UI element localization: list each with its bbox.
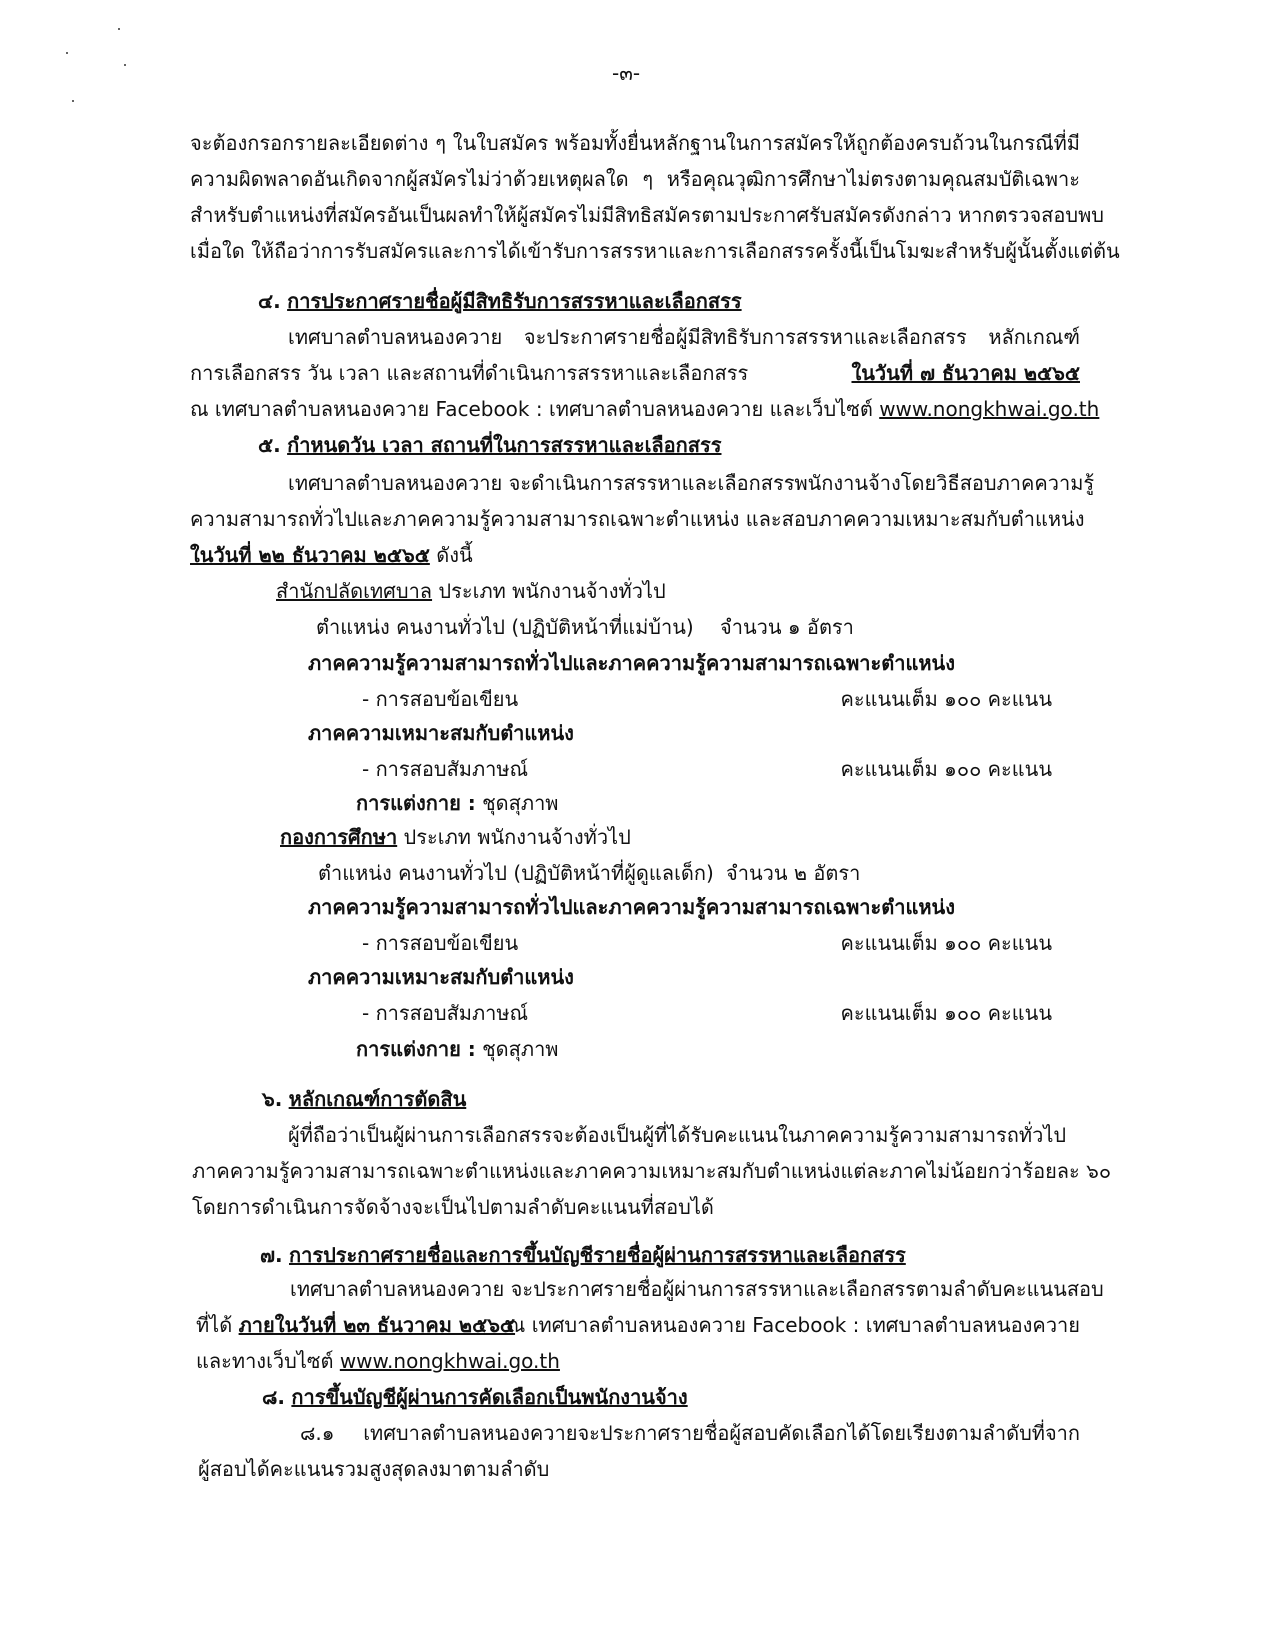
unit-2-written-score: คะแนนเต็ม ๑๐๐ คะแนน [840, 931, 1052, 955]
unit-1-dress-value: ชุดสุภาพ [482, 791, 559, 815]
section-8-line-1 [300, 1418, 1080, 1448]
unit-1-position: ตำแหน่ง คนงานทั่วไป (ปฏิบัติหน้าที่แม่บ้าน) [316, 615, 694, 639]
unit-2-type: ประเภท พนักงานจ้างทั่วไป [403, 825, 631, 849]
unit-1-name: สำนักปลัดเทศบาล [276, 579, 433, 603]
unit-1-part1-title: ภาคความรู้ความสามารถทั่วไปและภาคความรู้ความสามารถเฉพาะตำแหน่ง [308, 651, 955, 675]
section-8-title: การขึ้นบัญชีผู้ผ่านการคัดเลือกเป็นพนักงานจ้าง [291, 1385, 688, 1409]
unit-2-dress-label: การแต่งกาย : [356, 1037, 476, 1061]
section-4-line-2 [190, 358, 1080, 388]
scan-speck [124, 64, 126, 66]
unit-1-part2-row [362, 754, 1052, 784]
unit-2-position: ตำแหน่ง คนงานทั่วไป (ปฏิบัติหน้าที่ผู้ดูแลเด็ก) [318, 861, 714, 885]
unit-1-interview: - การสอบสัมภาษณ์ [362, 757, 529, 781]
unit-2-part2-title: ภาคความเหมาะสมกับตำแหน่ง [308, 965, 574, 989]
section-6-heading [262, 1084, 466, 1114]
unit-2-dress [356, 1034, 558, 1064]
section-5-number: ๕. [258, 433, 281, 457]
section-5-date: ในวันที่ ๒๒ ธันวาคม ๒๕๖๕ [190, 543, 430, 567]
unit-1-written-exam: - การสอบข้อเขียน [362, 687, 519, 711]
unit-2-dress-value: ชุดสุภาพ [482, 1037, 559, 1061]
scan-speck [66, 52, 68, 54]
section-4-heading [258, 286, 742, 316]
section-7-date: ภายในวันที่ ๒๓ ธันวาคม ๒๕๖๕ [238, 1313, 516, 1337]
section-4-title: การประกาศรายชื่อผู้มีสิทธิรับการสรรหาและเลือกสรร [287, 289, 742, 313]
section-7-line-2-post: ณ เทศบาลตำบลหนองควาย Facebook : เทศบาลตำบลหนองควาย [506, 1313, 1080, 1337]
section-8-heading [262, 1382, 688, 1412]
scan-speck [72, 100, 74, 102]
section-4-date: ในวันที่ ๗ ธันวาคม ๒๕๖๕ [851, 361, 1080, 385]
section-7-line-2 [196, 1310, 1080, 1340]
section-7-line-1: เทศบาลตำบลหนองควาย จะประกาศรายชื่อผู้ผ่านการสรรหาและเลือกสรรตามลำดับคะแนนสอบ [290, 1277, 1104, 1301]
unit-1-written-score: คะแนนเต็ม ๑๐๐ คะแนน [840, 687, 1052, 711]
intro-line-1: จะต้องกรอกรายละเอียดต่าง ๆ ในใบสมัคร พร้อมทั้งยื่นหลักฐานในการสมัครให้ถูกต้องครบถ้วนในกรณีที่มี [190, 131, 1080, 155]
section-6-line-3: โดยการดำเนินการจัดจ้างจะเป็นไปตามลำดับคะแนนที่สอบได้ [192, 1195, 714, 1219]
unit-2-part2-row [362, 998, 1052, 1028]
section-6-title: หลักเกณฑ์การตัดสิน [288, 1087, 467, 1111]
unit-2-part1-title: ภาคความรู้ความสามารถทั่วไปและภาคความรู้ความสามารถเฉพาะตำแหน่ง [308, 895, 955, 919]
unit-2-written-exam: - การสอบข้อเขียน [362, 931, 519, 955]
section-6-line-2: ภาคความรู้ความสามารถเฉพาะตำแหน่งและภาคความเหมาะสมกับตำแหน่งแต่ละภาคไม่น้อยกว่าร้อยละ ๖๐ [192, 1159, 1112, 1183]
section-7-line-3-text: และทางเว็บไซต์ [196, 1349, 334, 1373]
section-7-number: ๗. [260, 1243, 283, 1267]
scan-speck [118, 28, 120, 30]
section-5-heading [258, 430, 721, 460]
section-4-line-3 [190, 394, 1099, 424]
unit-2-header [280, 822, 631, 852]
unit-2-interview: - การสอบสัมภาษณ์ [362, 1001, 529, 1025]
intro-line-4: เมื่อใด ให้ถือว่าการรับสมัครและการได้เข้ารับการสรรหาและการเลือกสรรครั้งนี้เป็นโมฆะสำหรับผู้นั้นตั้งแต่ต้น [190, 239, 1120, 263]
unit-1-count: จำนวน ๑ อัตรา [720, 615, 854, 639]
section-5-line-2: ความสามารถทั่วไปและภาคความรู้ความสามารถเฉพาะตำแหน่ง และสอบภาคความเหมาะสมกับตำแหน่ง [190, 507, 1085, 531]
unit-1-interview-score: คะแนนเต็ม ๑๐๐ คะแนน [840, 757, 1052, 781]
intro-line-2: ความผิดพลาดอันเกิดจากผู้สมัครไม่ว่าด้วยเหตุผลใด ๆ หรือคุณวุฒิการศึกษาไม่ตรงตามคุณสมบัติเฉพาะ [190, 167, 1080, 191]
section-6-number: ๖. [262, 1087, 283, 1111]
section-4-number: ๔. [258, 289, 281, 313]
unit-1-header [276, 576, 666, 606]
unit-1-part2-title: ภาคความเหมาะสมกับตำแหน่ง [308, 721, 574, 745]
section-7-line-3 [196, 1346, 560, 1376]
section-5-line-1: เทศบาลตำบลหนองควาย จะดำเนินการสรรหาและเลือกสรรพนักงานจ้างโดยวิธีสอบภาคความรู้ [288, 471, 1095, 495]
section-4-line-3-text: ณ เทศบาลตำบลหนองควาย Facebook : เทศบาลตำบลหนองควาย และเว็บไซต์ [190, 397, 873, 421]
unit-2-count: จำนวน ๒ อัตรา [726, 861, 861, 885]
intro-line-3: สำหรับตำแหน่งที่สมัครอันเป็นผลทำให้ผู้สมัครไม่มีสิทธิสมัครตามประกาศรับสมัครดังกล่าว หากตรวจสอบพบ [190, 203, 1104, 227]
unit-1-dress-label: การแต่งกาย : [356, 791, 476, 815]
page-number: -๓- [612, 61, 641, 85]
section-5-title: กำหนดวัน เวลา สถานที่ในการสรรหาและเลือกสรร [287, 433, 722, 457]
section-5-date-tail: ดังนี้ [436, 543, 473, 567]
section-6-line-1: ผู้ที่ถือว่าเป็นผู้ผ่านการเลือกสรรจะต้องเป็นผู้ที่ได้รับคะแนนในภาคความรู้ความสามารถทั่วไป [288, 1123, 1067, 1147]
unit-1-part1-row [362, 684, 1052, 714]
unit-1-dress [356, 788, 558, 818]
unit-1-type: ประเภท พนักงานจ้างทั่วไป [438, 579, 666, 603]
section-8-number: ๘. [262, 1385, 286, 1409]
website-link-2[interactable]: www.nongkhwai.go.th [339, 1349, 560, 1373]
website-link[interactable]: www.nongkhwai.go.th [879, 397, 1100, 421]
section-4-line-2-text: การเลือกสรร วัน เวลา และสถานที่ดำเนินการสรรหาและเลือกสรร [190, 361, 749, 385]
section-8-line-1-text: เทศบาลตำบลหนองควายจะประกาศรายชื่อผู้สอบคัดเลือกได้โดยเรียงตามลำดับที่จาก [363, 1421, 1080, 1445]
unit-2-name: กองการศึกษา [280, 825, 398, 849]
section-4-line-1: เทศบาลตำบลหนองควาย จะประกาศรายชื่อผู้มีสิทธิรับการสรรหาและเลือกสรร หลักเกณฑ์ [288, 325, 1080, 349]
unit-2-interview-score: คะแนนเต็ม ๑๐๐ คะแนน [840, 1001, 1052, 1025]
section-8-line-2: ผู้สอบได้คะแนนรวมสูงสุดลงมาตามลำดับ [198, 1457, 550, 1481]
section-7-title: การประกาศรายชื่อและการขึ้นบัญชีรายชื่อผู้ผ่านการสรรหาและเลือกสรร [289, 1243, 906, 1267]
section-5-line-3 [190, 540, 473, 570]
section-7-heading [260, 1240, 906, 1270]
unit-2-part1-row [362, 928, 1052, 958]
section-8-sub-number: ๘.๑ [300, 1421, 335, 1445]
section-7-line-2-pre: ที่ได้ [196, 1313, 233, 1337]
